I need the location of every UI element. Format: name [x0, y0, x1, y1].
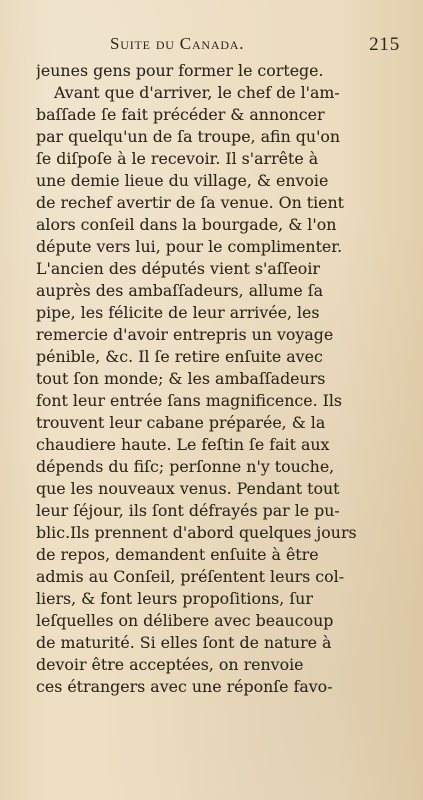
text-line: ces étrangers avec une réponſe favo- [36, 677, 333, 696]
text-line: ſe diſpoſe à le recevoir. Il s'arrête à [36, 149, 319, 168]
text-line: L'ancien des députés vient s'aſſeoir [36, 259, 320, 278]
text-line: chaudiere haute. Le feſtin ſe fait aux [36, 435, 330, 454]
text-line: jeunes gens pour former le cortege. [36, 61, 324, 80]
text-line: alors conſeil dans la bourgade, & l'on [36, 215, 337, 234]
text-line: députe vers lui, pour le complimenter. [36, 237, 343, 256]
text-line: admis au Conſeil, préſentent leurs col- [36, 567, 345, 586]
body-text [36, 60, 388, 698]
running-head: Suite du Canada. [110, 34, 245, 53]
page-number: 215 [369, 34, 400, 55]
text-line: remercie d'avoir entrepris un voyage [36, 325, 334, 344]
page-header [110, 33, 400, 61]
text-line: dépends du fiſc; perſonne n'y touche, [36, 457, 335, 476]
text-line: blic.Ils prennent d'abord quelques jours [36, 523, 357, 542]
text-line: de maturité. Si elles ſont de nature à [36, 633, 332, 652]
text-line: tout ſon monde; & les ambaſſadeurs [36, 369, 326, 388]
text-line: leſquelles on délibere avec beaucoup [36, 611, 334, 630]
text-line: devoir être acceptées, on renvoie [36, 655, 304, 674]
text-line: leur ſéjour, ils ſont défrayés par le pu- [36, 501, 340, 520]
text-line: une demie lieue du village, & envoie [36, 171, 329, 190]
text-line: pipe, les félicite de leur arrivée, les [36, 303, 320, 322]
text-line: liers, & font leurs propoſitions, ſur [36, 589, 313, 608]
text-line: font leur entrée ſans magnificence. Ils [36, 391, 343, 410]
text-line: par quelqu'un de ſa troupe, afin qu'on [36, 127, 341, 146]
text-line: baſſade ſe fait précéder & annoncer [36, 105, 325, 124]
text-line: auprès des ambaſſadeurs, allume ſa [36, 281, 324, 300]
text-line: de repos, demandent enſuite à être [36, 545, 319, 564]
text-line: trouvent leur cabane préparée, & la [36, 413, 326, 432]
text-line: de rechef avertir de ſa venue. On tient [36, 193, 345, 212]
text-line: pénible, &c. Il ſe retire enſuite avec [36, 347, 323, 366]
text-line: que les nouveaux venus. Pendant tout [36, 479, 340, 498]
text-line: Avant que d'arriver, le chef de l'am- [54, 83, 340, 102]
